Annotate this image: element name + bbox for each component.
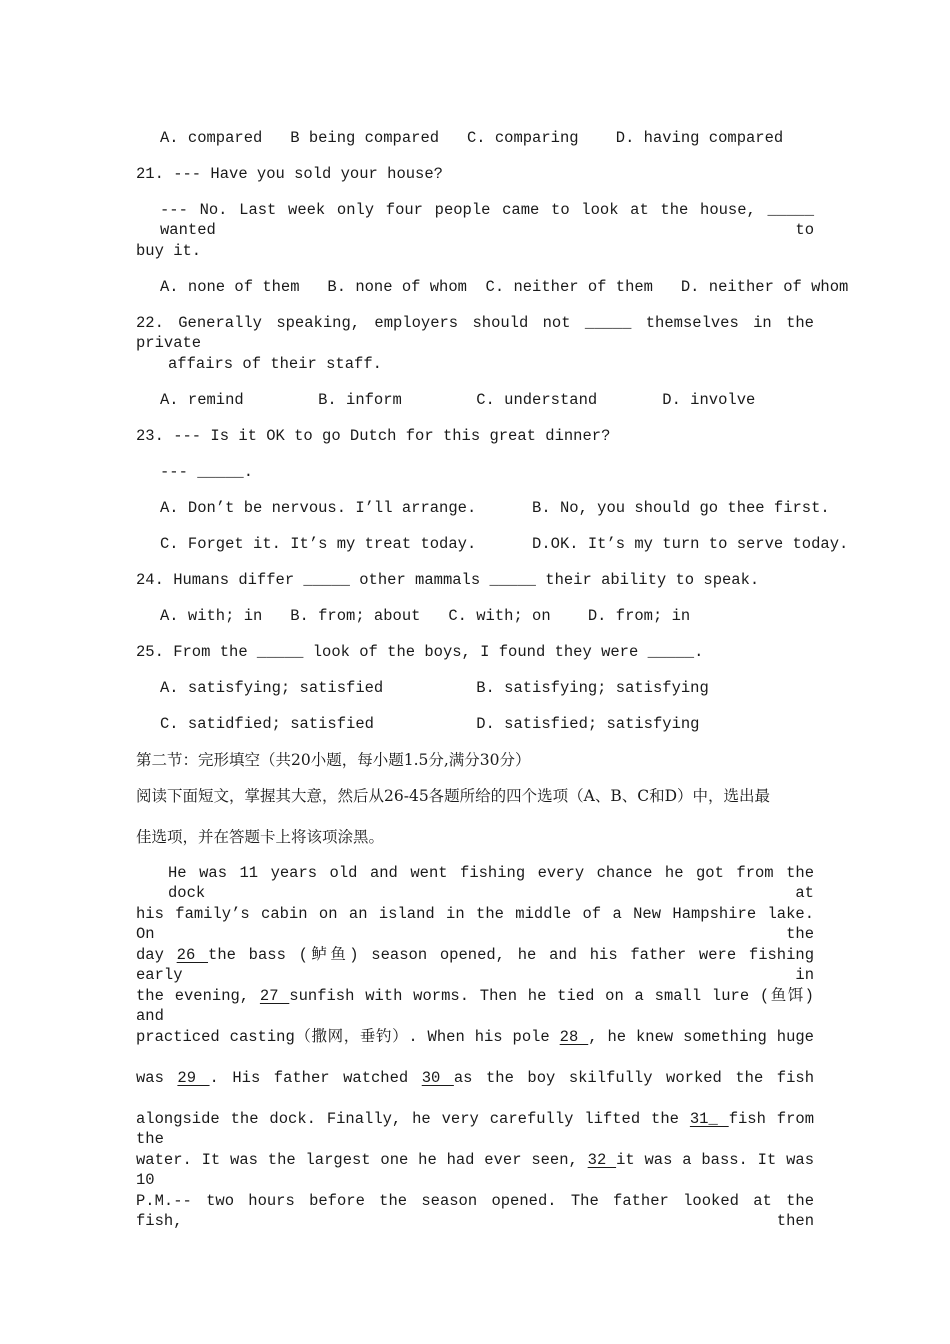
question-22-stem-line-2: affairs of their staff. [168, 355, 382, 373]
passage-text: day [136, 946, 164, 964]
passage-text: as the boy skilfully worked the fish [453, 1069, 814, 1087]
question-22-options: A. remind B. inform C. understand D. involve [160, 391, 756, 409]
passage-text: alongside the dock. Finally, he very carefully lifted the [136, 1110, 679, 1128]
question-24-stem: 24. Humans differ _____ other mammals _____ their ability to speak. [136, 571, 760, 589]
question-21-reply-line-1: --- No. Last week only four people came to look at the house, _____ wanted to [160, 201, 814, 239]
blank-26: 26 [176, 946, 209, 964]
passage-line-8 [136, 1150, 814, 1190]
passage-line-2: his family’s cabin on an island in the middle of a New Hampshire lake. On the [136, 905, 814, 943]
question-22-stem-line-1: 22. Generally speaking, employers should not _____ themselves in the private [136, 314, 814, 352]
passage-text: it was a bass. It was 10 [136, 1151, 814, 1189]
passage-text: , he knew something huge [588, 1028, 814, 1046]
question-25-stem: 25. From the _____ look of the boys, I found they were _____. [136, 643, 704, 661]
instructions-line-1: 阅读下面短文，掌握其大意，然后从26-45各题所给的四个选项（A、B、C和D）中，选出最 [136, 787, 771, 805]
passage-text: water. It was the largest one he had ever seen, [136, 1151, 578, 1169]
passage-line-4 [136, 986, 814, 1026]
passage-text: fish from the [136, 1110, 814, 1148]
passage-text: the bass (鲈鱼) season opened, he and his father were fishing early in [136, 946, 814, 984]
passage-line-9: P.M.-- two hours before the season opened. The father looked at the fish, then [136, 1192, 814, 1230]
question-25-options-ab: A. satisfying; satisfied B. satisfying; satisfying [160, 679, 709, 697]
passage-line-1: He was 11 years old and went fishing every chance he got from the dock at [168, 864, 814, 902]
section-title: 第二节：完形填空（共20小题，每小题1.5分,满分30分） [136, 751, 531, 769]
question-21-stem: 21. --- Have you sold your house? [136, 165, 443, 183]
passage-line-7 [136, 1109, 814, 1149]
question-23-reply: --- _____. [160, 463, 254, 481]
instructions-line-2: 佳选项，并在答题卡上将该项涂黑。 [136, 828, 385, 846]
passage-text: was [136, 1069, 164, 1087]
blank-29: 29 [177, 1069, 210, 1087]
passage-text: practiced casting（撒网，垂钓）. When his pole [136, 1028, 550, 1046]
question-21-options: A. none of them B. none of whom C. neither of them D. neither of whom [160, 278, 849, 296]
question-23-options-ab: A. Don’t be nervous. I’ll arrange. B. No, you should go thee first. [160, 499, 830, 517]
passage-text: the evening, [136, 987, 250, 1005]
blank-32: 32 [587, 1151, 617, 1169]
blank-27: 27 [259, 987, 290, 1005]
passage-line-3 [136, 945, 814, 985]
passage-text: sunfish with worms. Then he tied on a small lure (鱼饵) and [136, 987, 814, 1025]
passage-text: . His father watched [209, 1069, 409, 1087]
question-23-stem: 23. --- Is it OK to go Dutch for this great dinner? [136, 427, 611, 445]
question-24-options: A. with; in B. from; about C. with; on D. from; in [160, 607, 691, 625]
blank-30: 30 [421, 1069, 454, 1087]
question-23-options-cd: C. Forget it. It’s my treat today. D.OK. It’s my turn to serve today. [160, 535, 849, 553]
question-25-options-cd: C. satidfied; satisfied D. satisfied; satisfying [160, 715, 700, 733]
passage-line-5 [136, 1027, 814, 1047]
passage-line-6 [136, 1068, 814, 1088]
blank-31: 31_ [689, 1110, 729, 1128]
question-21-reply-line-2: buy it. [136, 242, 202, 260]
blank-28: 28 [559, 1028, 589, 1046]
question-20-options: A. compared B being compared C. comparing D. having compared [160, 129, 784, 147]
